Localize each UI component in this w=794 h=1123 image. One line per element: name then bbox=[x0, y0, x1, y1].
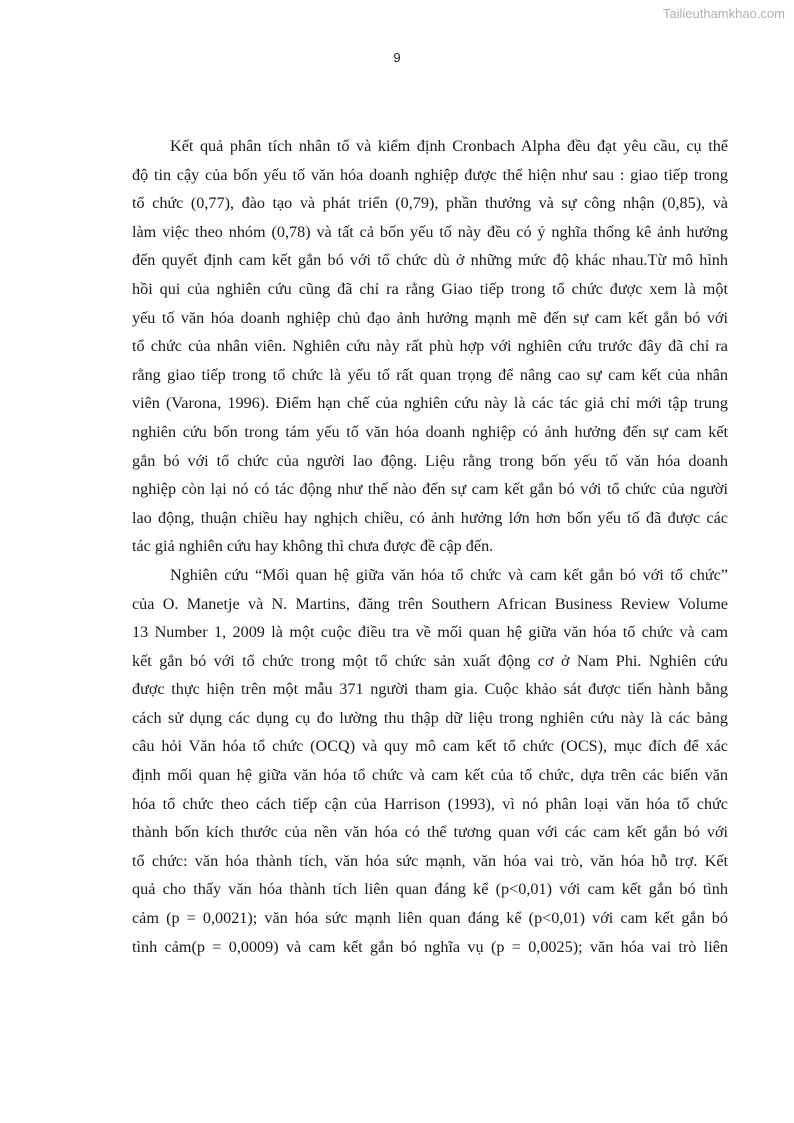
text-line: yếu tố văn hóa doanh nghiệp chủ đạo ảnh hưởng mạnh mẽ đến sự cam kết gắn bó với bbox=[132, 308, 728, 327]
text-line: độ tin cậy của bốn yếu tố văn hóa doanh nghiệp được thể hiện như sau : giao tiếp trong bbox=[132, 165, 728, 184]
page-number: 9 bbox=[393, 50, 401, 65]
text-line: được thực hiện trên một mẫu 371 người tham gia. Cuộc khảo sát được tiến hành bằng bbox=[132, 680, 728, 699]
text-line: Kết quả phân tích nhân tố và kiểm định Cronbach Alpha đều đạt yêu cầu, cụ thể bbox=[170, 137, 728, 155]
text-line: Nghiên cứu “Mối quan hệ giữa văn hóa tổ chức và cam kết gắn bó với tổ chức” bbox=[170, 565, 728, 584]
text-line: viên (Varona, 1996). Điểm hạn chế của nghiên cứu này là các tác giả chỉ mới tập trung bbox=[132, 394, 728, 413]
document-body bbox=[132, 132, 728, 961]
text-line: 13 Number 1, 2009 là một cuộc điều tra về mối quan hệ giữa văn hóa tổ chức và cam bbox=[132, 623, 728, 642]
text-line: nghiên cứu bốn trong tám yếu tố văn hóa doanh nghiệp có ảnh hưởng đến sự cam kết bbox=[132, 422, 728, 441]
text-line: định mối quan hệ giữa văn hóa tổ chức và cam kết của tổ chức, dựa trên các biến văn bbox=[132, 766, 728, 785]
text-line: kết gắn bó với tổ chức trong một tổ chức sản xuất động cơ ở Nam Phi. Nghiên cứu bbox=[132, 651, 728, 670]
text-line: tổ chức (0,77), đào tạo và phát triển (0,79), phần thưởng và sự công nhận (0,85), và bbox=[132, 194, 728, 213]
text-line: hồi qui của nghiên cứu cũng đã chỉ ra rằng Giao tiếp trong tổ chức được xem là một bbox=[132, 279, 728, 298]
text-line: cảm (p = 0,0021); văn hóa sức mạnh liên quan đáng kể (p<0,01) với cam kết gắn bó bbox=[132, 909, 728, 928]
text-line: hóa tổ chức theo cách tiếp cận của Harrison (1993), vì nó phân loại văn hóa tổ chức bbox=[132, 794, 728, 813]
text-line: tổ chức: văn hóa thành tích, văn hóa sức mạnh, văn hóa vai trò, văn hóa hỗ trợ. Kết bbox=[132, 851, 728, 870]
text-line: đến quyết định cam kết gắn bó với tổ chức dù ở những mức độ khác nhau.Từ mô hình bbox=[132, 251, 728, 270]
text-line: tình cảm(p = 0,0009) và cam kết gắn bó nghĩa vụ (p = 0,0025); văn hóa vai trò liên bbox=[132, 937, 728, 956]
text-line: của O. Manetje và N. Martins, đăng trên Southern African Business Review Volume bbox=[132, 594, 728, 613]
text-line: làm việc theo nhóm (0,78) và tất cả bốn yếu tố này đều có ý nghĩa thống kê ảnh hưởng bbox=[132, 222, 728, 241]
watermark: Tailieuthamkhao.com bbox=[662, 6, 785, 21]
text-line: quả cho thấy văn hóa thành tích liên quan đáng kể (p<0,01) với cam kết gắn bó tình bbox=[132, 880, 728, 899]
text-line: lao động, thuận chiều hay nghịch chiều, có ảnh hưởng lớn hơn bốn yếu tố đã được các bbox=[132, 508, 728, 527]
text-line: cách sử dụng các dụng cụ đo lường thu thập dữ liệu trong nghiên cứu này là các bảng bbox=[132, 708, 728, 727]
text-line: gắn bó với tổ chức của người lao động. Liệu rằng trong bốn yếu tố văn hóa doanh bbox=[132, 451, 728, 470]
text-line: tác giả nghiên cứu hay không thì chưa được đề cập đến. bbox=[132, 537, 494, 556]
paragraph-1 bbox=[132, 132, 728, 561]
text-line: tổ chức của nhân viên. Nghiên cứu này rất phù hợp với nghiên cứu trước đây đã chỉ ra bbox=[132, 337, 728, 356]
paragraph-2 bbox=[132, 561, 728, 961]
text-line: nghiệp còn lại nó có tác động như thế nào đến sự cam kết gắn bó với tổ chức của người bbox=[132, 480, 728, 499]
text-line: câu hỏi Văn hóa tổ chức (OCQ) và quy mô cam kết tổ chức (OCS), mục đích để xác bbox=[132, 737, 728, 756]
text-line: thành bốn kích thước của nền văn hóa có thể tương quan với các cam kết gắn bó với bbox=[132, 823, 728, 842]
text-line: rằng giao tiếp trong tổ chức là yếu tố rất quan trọng để nâng cao sự cam kết của nhân bbox=[132, 365, 728, 384]
